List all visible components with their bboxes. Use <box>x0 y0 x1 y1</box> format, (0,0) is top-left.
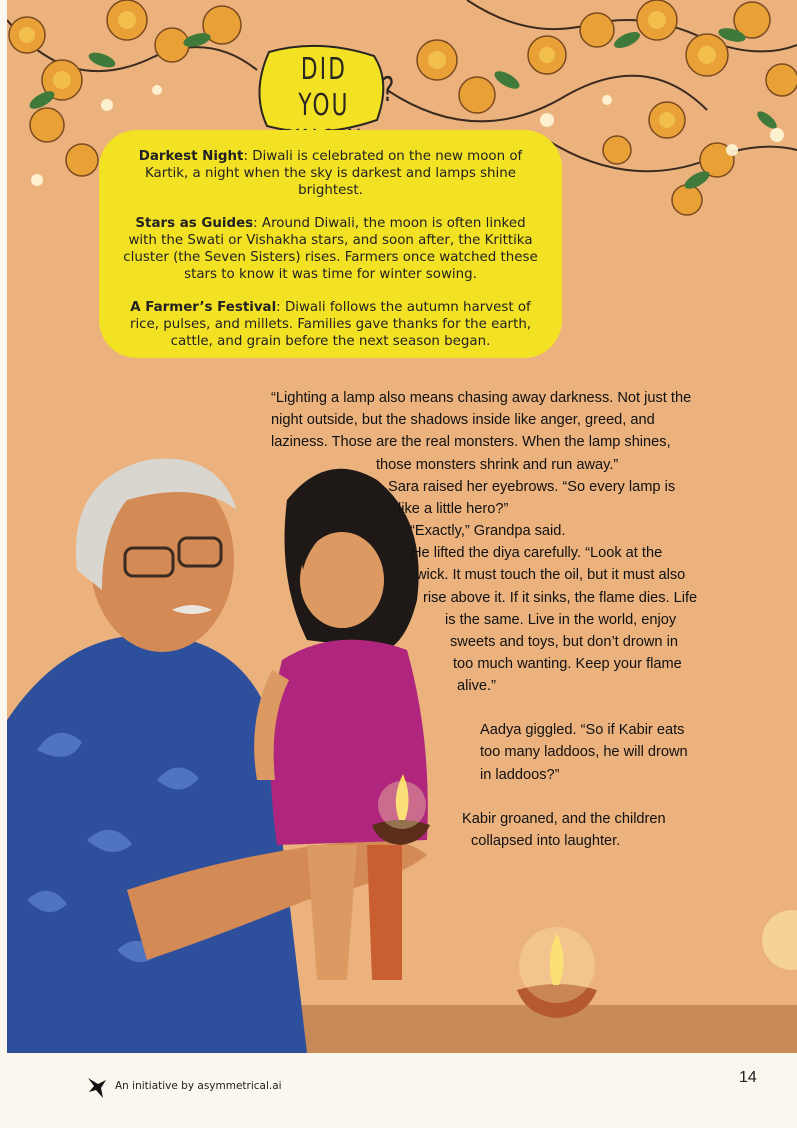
question-mark: ? <box>381 70 395 110</box>
bird-logo-icon <box>86 1074 108 1100</box>
story-line: sweets and toys, but don’t drown in <box>450 634 678 650</box>
story-line: “Exactly,” Grandpa said. <box>410 523 566 539</box>
fact-title: Stars as Guides <box>135 216 254 231</box>
story-line: laziness. Those are the real monsters. When the lamp shines, <box>271 434 671 450</box>
story-line: too many laddoos, he will drown <box>480 744 688 760</box>
fact-body: : Around Diwali, the moon is often linked with the Swati or Vishakha stars, and soon after, the Krittika cluster (the Seven Sisters) rises. Farmers once watched these stars to know it was time for winter sowing. <box>123 216 538 282</box>
did-you-know-line1: DID YOU <box>298 52 350 123</box>
story-line: night outside, but the shadows inside like anger, greed, and <box>271 412 655 428</box>
story-line: Sara raised her eyebrows. “So every lamp is <box>388 479 676 495</box>
page-number: 14 <box>739 1069 757 1086</box>
fact-body: : Diwali follows the autumn harvest of rice, pulses, and millets. Families gave thanks for the earth, cattle, and grain before the next season began. <box>129 300 532 349</box>
story-line: “Lighting a lamp also means chasing away darkness. Not just the <box>271 390 692 406</box>
story-page <box>7 0 797 1053</box>
story-line: too much wanting. Keep your flame <box>453 656 682 672</box>
story-line: those monsters shrink and run away.” <box>376 457 619 473</box>
story-line: alive.” <box>457 678 496 694</box>
fact-box <box>99 130 562 358</box>
story-line: Kabir groaned, and the children <box>462 811 666 827</box>
story-line: He lifted the diya carefully. “Look at the <box>411 545 663 561</box>
fact-title: A Farmer’s Festival <box>130 300 277 315</box>
story-line: Aadya giggled. “So if Kabir eats <box>480 722 685 738</box>
fact-title: Darkest Night <box>138 149 244 164</box>
fact-farmers-festival <box>123 299 538 350</box>
story-line: in laddoos?” <box>480 767 560 783</box>
fact-stars-as-guides <box>123 215 538 283</box>
fact-body: : Diwali is celebrated on the new moon of Kartik, a night when the sky is darkest and lamps shine brightest. <box>145 149 523 198</box>
story-line: is the same. Live in the world, enjoy <box>445 612 677 628</box>
story-line: rise above it. If it sinks, the flame dies. Life <box>423 590 698 606</box>
footer-text: An initiative by asymmetrical.ai <box>115 1080 282 1092</box>
story-line: collapsed into laughter. <box>471 833 621 849</box>
story-line: like a little hero?” <box>398 501 509 517</box>
story-line: wick. It must touch the oil, but it must also <box>416 567 686 583</box>
fact-darkest-night <box>123 148 538 199</box>
